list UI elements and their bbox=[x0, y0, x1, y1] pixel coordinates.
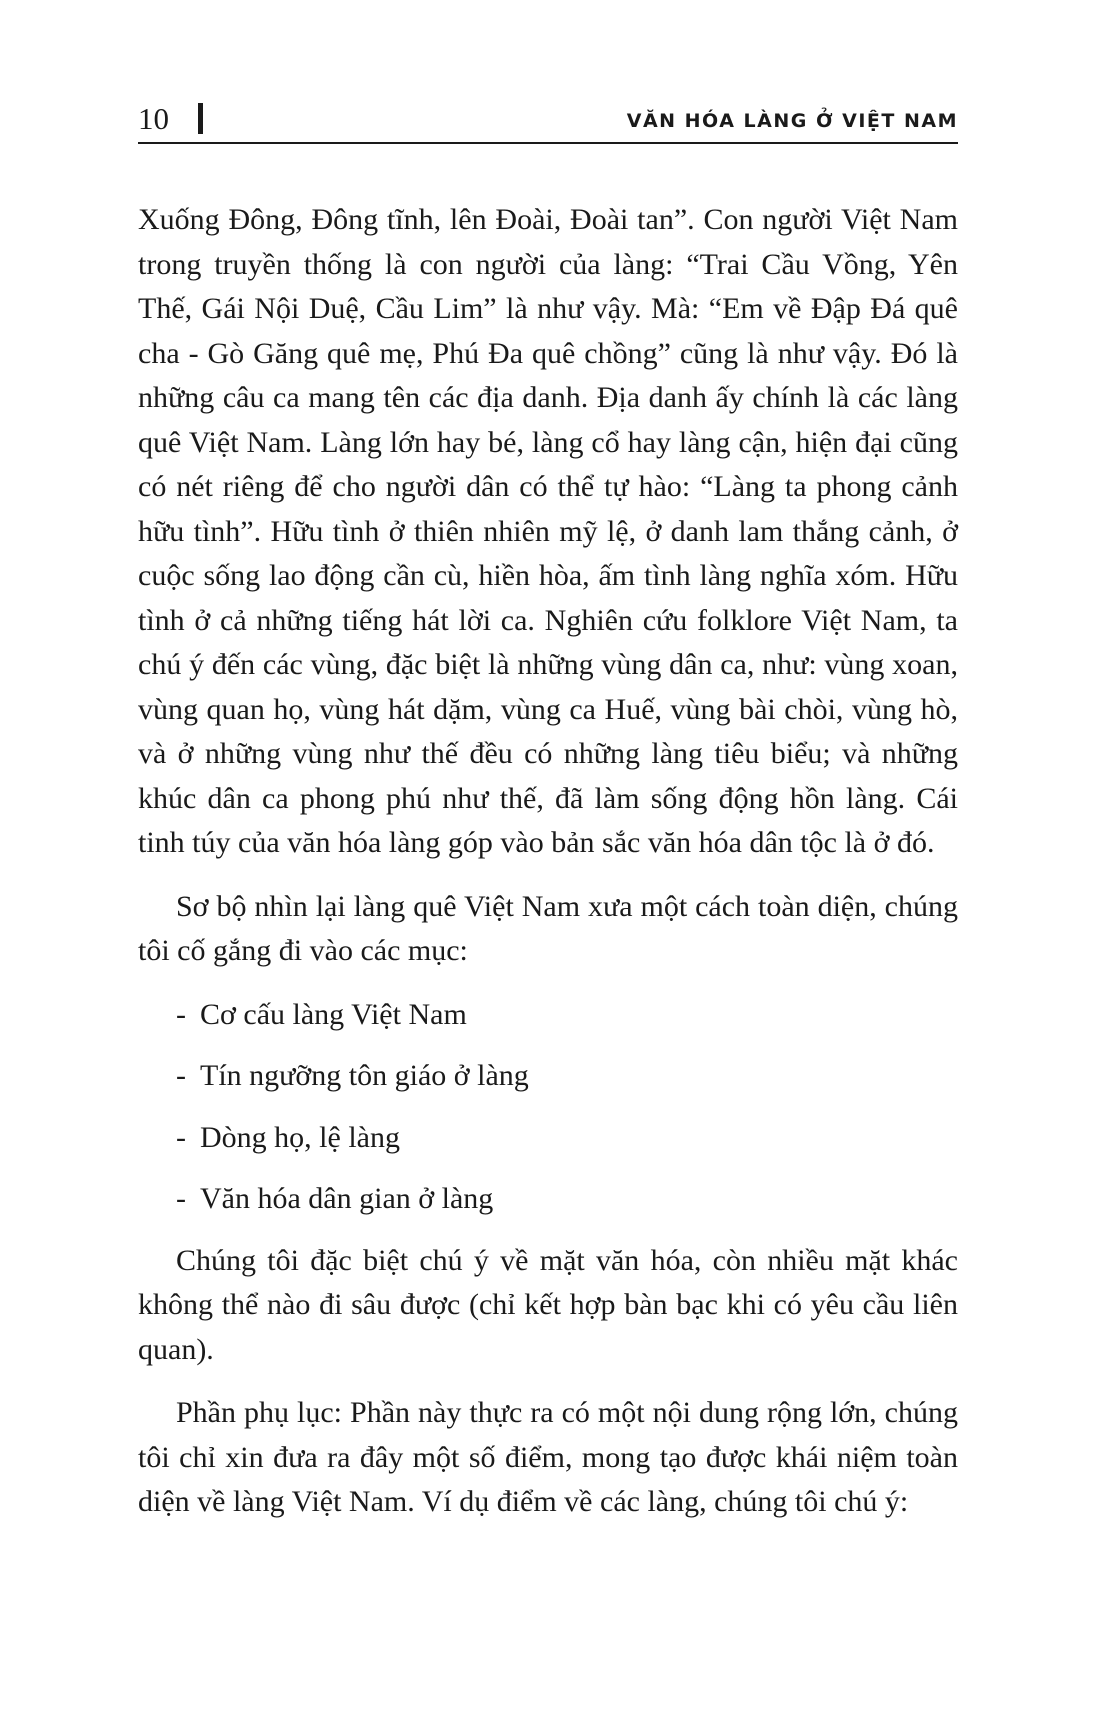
list-item-text: Dòng họ, lệ làng bbox=[200, 1120, 400, 1154]
page-number: 10 bbox=[138, 101, 169, 136]
topic-list bbox=[138, 993, 958, 1222]
paragraph-1: Xuống Đông, Đông tĩnh, lên Đoài, Đoài tan”. Con người Việt Nam trong truyền thống là con người của làng: “Trai Cầu Vồng, Yên Thế, Gái Nội Duệ, Cầu Lim” là như vậy. Mà: “Em về Đập Đá quê cha - Gò Găng quê mẹ, Phú Đa quê chồng” cũng là như vậy. Đó là những câu ca mang tên các địa danh. Địa danh ấy chính là các làng quê Việt Nam. Làng lớn hay bé, làng cổ hay làng cận, hiện đại cũng có nét riêng để cho người dân có thể tự hào: “Làng ta phong cảnh hữu tình”. Hữu tình ở thiên nhiên mỹ lệ, ở danh lam thắng cảnh, ở cuộc sống lao động cần cù, hiền hòa, ấm tình làng nghĩa xóm. Hữu tình ở cả những tiếng hát lời ca. Nghiên cứu folklore Việt Nam, ta chú ý đến các vùng, đặc biệt là những vùng dân ca, như: vùng xoan, vùng quan họ, vùng hát dặm, vùng ca Huế, vùng bài chòi, vùng hò, và ở những vùng như thế đều có những làng tiêu biểu; và những khúc dân ca phong phú như thế, đã làm sống động hồn làng. Cái tinh túy của văn hóa làng góp vào bản sắc văn hóa dân tộc là ở đó. bbox=[138, 203, 958, 859]
list-item-text: Tín ngưỡng tôn giáo ở làng bbox=[200, 1059, 529, 1092]
list-item bbox=[138, 1054, 958, 1099]
list-dash: - bbox=[176, 1182, 186, 1215]
header-rule bbox=[138, 142, 958, 144]
paragraph-3: Chúng tôi đặc biệt chú ý về mặt văn hóa, còn nhiều mặt khác không thể nào đi sâu được (chỉ kết hợp bàn bạc khi có yêu cầu liên quan). bbox=[138, 1243, 958, 1366]
paragraph-4: Phần phụ lục: Phần này thực ra có một nội dung rộng lớn, chúng tôi chỉ xin đưa ra đây một số điểm, mong tạo được khái niệm toàn diện về làng Việt Nam. Ví dụ điểm về các làng, chúng tôi chú ý: bbox=[138, 1396, 958, 1518]
list-dash: - bbox=[176, 997, 186, 1031]
list-item-text: Văn hóa dân gian ở làng bbox=[200, 1182, 494, 1215]
list-dash: - bbox=[176, 1059, 186, 1092]
paragraph-2: Sơ bộ nhìn lại làng quê Việt Nam xưa một cách toàn diện, chúng tôi cố gắng đi vào các mục: bbox=[138, 889, 958, 967]
list-item-text: Cơ cấu làng Việt Nam bbox=[200, 997, 467, 1031]
running-header bbox=[138, 94, 958, 144]
running-title: VĂN HÓA LÀNG Ở VIỆT NAM bbox=[626, 110, 958, 132]
list-item bbox=[138, 1116, 958, 1161]
header-divider-bar bbox=[198, 103, 203, 134]
list-dash: - bbox=[176, 1120, 186, 1154]
list-item bbox=[138, 993, 958, 1038]
list-item bbox=[138, 1177, 958, 1222]
body-text bbox=[138, 198, 958, 1525]
